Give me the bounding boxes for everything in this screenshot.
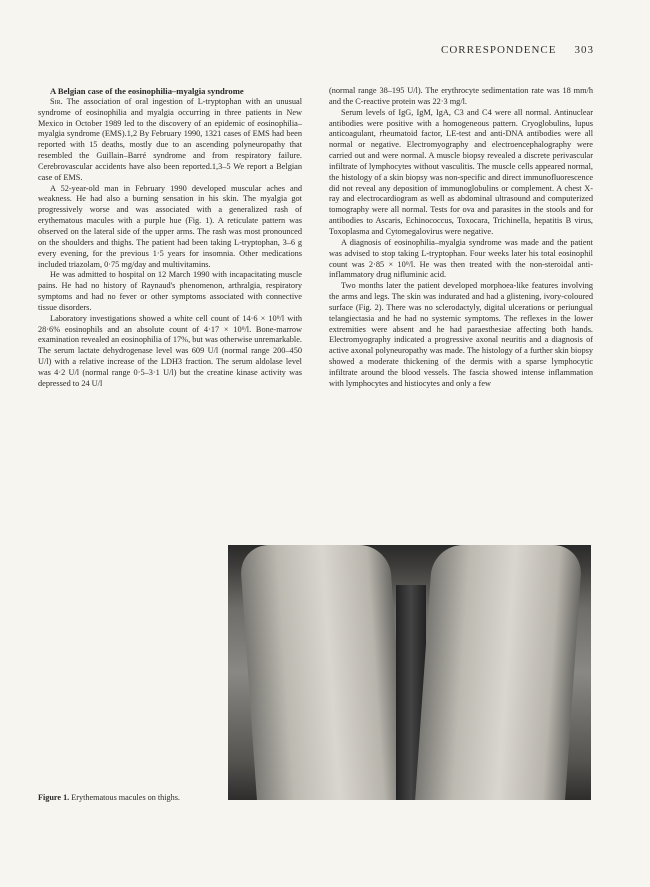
right-thigh xyxy=(415,545,583,800)
figure-photo-thighs xyxy=(228,545,591,800)
figure-label: Figure 1. xyxy=(38,793,70,802)
left-column xyxy=(38,86,302,390)
paragraph: Sir. The association of oral ingestion of L-tryptophan with an unusual syndrome of eosinophilia and myalgia occurring in three patients in New Mexico in October 1989 led to the discovery of an epidemic of eosinophilia–myalgia syndrome (EMS).1,2 By February 1990, 1321 cases of EMS had been reported with 15 deaths, mostly due to an ascending polyneuropathy that resembled the Guillain–Barré syndrome and from respiratory failure. Cerebrovascular accidents have also been reported.1,3–5 We report a Belgian case of EMS. xyxy=(38,96,302,182)
figure-caption-text: Erythematous macules on thighs. xyxy=(69,793,180,802)
right-column xyxy=(329,86,593,390)
paragraph: Two months later the patient developed morphoea-like features involving the arms and legs. The skin was indurated and had a glistening, ivory-coloured surface (Fig. 2). There was no sclerodactyly, digital ulcerations or periungual telangiectasia and he had no systemic symptoms. The reflexes in the lower extremities were absent and he had paraesthesiae affecting both hands. Electromyography indicated a progressive axonal neuritis and a diagnosis of active axonal polyneuropathy was made. The histology of a further skin biopsy showed a moderate thickening of the dermis with a sparse lymphocytic infiltrate around the blood vessels. The fascia showed intense inflammation with lymphocytes and histiocytes and only a few xyxy=(329,281,593,388)
figure-caption xyxy=(38,793,180,802)
running-header xyxy=(441,44,594,56)
section-title: CORRESPONDENCE xyxy=(441,44,557,56)
salutation: Sir. xyxy=(50,96,63,106)
page-number: 303 xyxy=(574,44,594,56)
paragraph: A diagnosis of eosinophilia–myalgia syndrome was made and the patient was advised to stop taking L-tryptophan. Four weeks later his total eosinophil count was 2·85 × 10⁹/l. He was then treated with the non-steroidal anti-inflammatory drug nifluminic acid. xyxy=(329,237,593,280)
paragraph: Laboratory investigations showed a white cell count of 14·6 × 10⁹/l with 28·6% eosinophils and an absolute count of 4·17 × 10⁹/l. Bone-marrow examination revealed an eosinophilia of 17%, but was otherwise unremarkable. The serum lactate dehydrogenase level was 609 U/l (normal range 200–450 U/l) with a relative increase of the LDH3 fraction. The serum aldolase level was 4·2 U/l (normal range 0·5–3·1 U/l) but the creatine kinase activity was depressed to 24 U/l xyxy=(38,313,302,388)
left-thigh xyxy=(239,545,407,800)
article-title: A Belgian case of the eosinophilia–myalgia syndrome xyxy=(50,86,244,96)
paragraph: (normal range 38–195 U/l). The erythrocyte sedimentation rate was 18 mm/h and the C-reactive protein was 22·3 mg/l. xyxy=(329,86,593,106)
paragraph: He was admitted to hospital on 12 March 1990 with incapacitating muscle pains. He had no history of Raynaud's phenomenon, arthralgia, respiratory symptoms and had no fever or other symptoms associated with connective tissue disorders. xyxy=(38,270,302,312)
paragraph: Serum levels of IgG, IgM, IgA, C3 and C4 were all normal. Antinuclear antibodies were positive with a homogeneous pattern. Cryoglobulins, lupus anticoagulant, rheumatoid factor, LE-test and anti-DNA antibodies were all normal or negative. Electromyography and electroencephalography were carried out and were normal. A muscle biopsy revealed a discrete perivascular infiltrate of lymphocytes without vasculitis. The muscle cells appeared normal, the histology of a skin biopsy was non-specific and direct immunofluorescence did not reveal any deposition of immunoglobulins or complement. A chest X-ray and electrocardiogram as well as abdominal ultrasound and computerized tomography were all normal. Tests for ova and parasites in the stools and for antibodies to Ascaris, Echinococcus, Toxocara, Trichinella, hepatitis B virus, Toxoplasma and Cytomegalovirus were negative. xyxy=(329,107,593,236)
paragraph: A 52-year-old man in February 1990 developed muscular aches and weakness. He had also a burning sensation in his skin. The myalgia got progressively worse and was associated with a generalized rash of erythematous macules with a purple hue (Fig. 1). A reticulate pattern was observed on the lateral side of the upper arms. The rash was most pronounced on the shoulders and thighs. The patient had been taking L-tryptophan, 3–6 g every evening, for the previous 1·5 years for insomnia. Other medications included triazolam, 0·75 mg/day and multivitamins. xyxy=(38,183,302,269)
